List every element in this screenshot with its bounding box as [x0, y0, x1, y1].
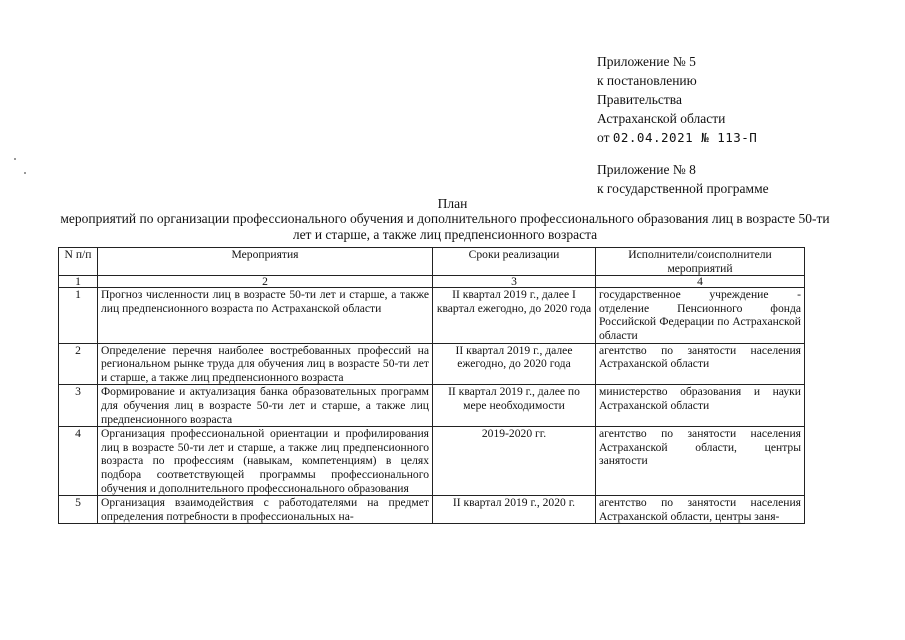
row-num: 4	[59, 427, 98, 496]
appendix-date-line	[597, 128, 757, 147]
appendix2-line-2: к государственной программе	[597, 181, 769, 196]
plan-subtitle: мероприятий по организации профессионального обучения и дополнительного профессионального образования лиц в возрасте 50-ти лет и старше, а также лиц предпенсионного возраста	[60, 211, 830, 242]
row-term: II квартал 2019 г., далее I квартал ежегодно, до 2020 года	[433, 288, 596, 343]
table-row	[59, 427, 805, 496]
header-executor: Исполнители/соисполнители мероприятий	[596, 248, 805, 276]
row-num: 1	[59, 288, 98, 343]
col-number-4: 4	[596, 276, 805, 288]
table-row	[59, 496, 805, 524]
table-header-row	[59, 248, 805, 276]
appendix-date-stamp: 02.04.2021 № 113-П	[612, 130, 758, 145]
col-number-3: 3	[433, 276, 596, 288]
appendix-date-prefix: от	[597, 130, 610, 145]
table-row	[59, 343, 805, 385]
plan-title: План	[437, 196, 468, 211]
row-activity: Определение перечня наиболее востребованных профессий на региональном рынке труда для обучения лиц в возрасте 50-ти лет и старше, а также лиц предпенсионного возраста	[98, 343, 433, 385]
header-num: N п/п	[59, 248, 98, 276]
row-num: 3	[59, 385, 98, 427]
col-number-2: 2	[98, 276, 433, 288]
table-column-number-row	[59, 276, 805, 288]
appendix-line-4: Астраханской области	[597, 111, 726, 126]
table-row	[59, 385, 805, 427]
row-activity: Прогноз численности лиц в возрасте 50-ти лет и старше, а также лиц предпенсионного возраста по Астраханской области	[98, 288, 433, 343]
header-activity: Мероприятия	[98, 248, 433, 276]
row-activity: Организация взаимодействия с работодателями на предмет определения потребности в профессиональных на-	[98, 496, 433, 524]
appendix2-block	[597, 160, 769, 198]
row-executor: государственное учреждение - отделение Пенсионного фонда Российской Федерации по Астраханской области	[596, 288, 805, 343]
appendix-block	[597, 52, 757, 147]
row-num: 2	[59, 343, 98, 385]
appendix-line-1: Приложение № 5	[597, 54, 696, 69]
col-number-1: 1	[59, 276, 98, 288]
row-term: II квартал 2019 г., 2020 г.	[433, 496, 596, 524]
plan-table	[58, 247, 805, 524]
scan-speck	[24, 172, 26, 174]
row-executor: агентство по занятости населения Астраханской области, центры заня-	[596, 496, 805, 524]
row-activity: Формирование и актуализация банка образовательных программ для обучения лиц в возрасте 50-ти лет и старше, а также лиц предпенсионного возраста	[98, 385, 433, 427]
row-executor: министерство образования и науки Астраханской области	[596, 385, 805, 427]
scan-speck	[14, 158, 16, 160]
appendix-line-3: Правительства	[597, 92, 682, 107]
row-executor: агентство по занятости населения Астраханской области	[596, 343, 805, 385]
appendix-line-2: к постановлению	[597, 73, 697, 88]
row-term: II квартал 2019 г., далее по мере необходимости	[433, 385, 596, 427]
row-term: II квартал 2019 г., далее ежегодно, до 2020 года	[433, 343, 596, 385]
row-executor: агентство по занятости населения Астраханской области, центры занятости	[596, 427, 805, 496]
table-row	[59, 288, 805, 343]
appendix2-line-1: Приложение № 8	[597, 162, 696, 177]
row-num: 5	[59, 496, 98, 524]
header-term: Сроки реализации	[433, 248, 596, 276]
row-term: 2019-2020 гг.	[433, 427, 596, 496]
row-activity: Организация профессиональной ориентации и профилирования лиц в возрасте 50-ти лет и старше, а также лиц предпенсионного возраста по профессиям (навыкам, компетенциям) в целях подбора соответствующей программы профессионального обучения и дополнительного профессионального образования	[98, 427, 433, 496]
